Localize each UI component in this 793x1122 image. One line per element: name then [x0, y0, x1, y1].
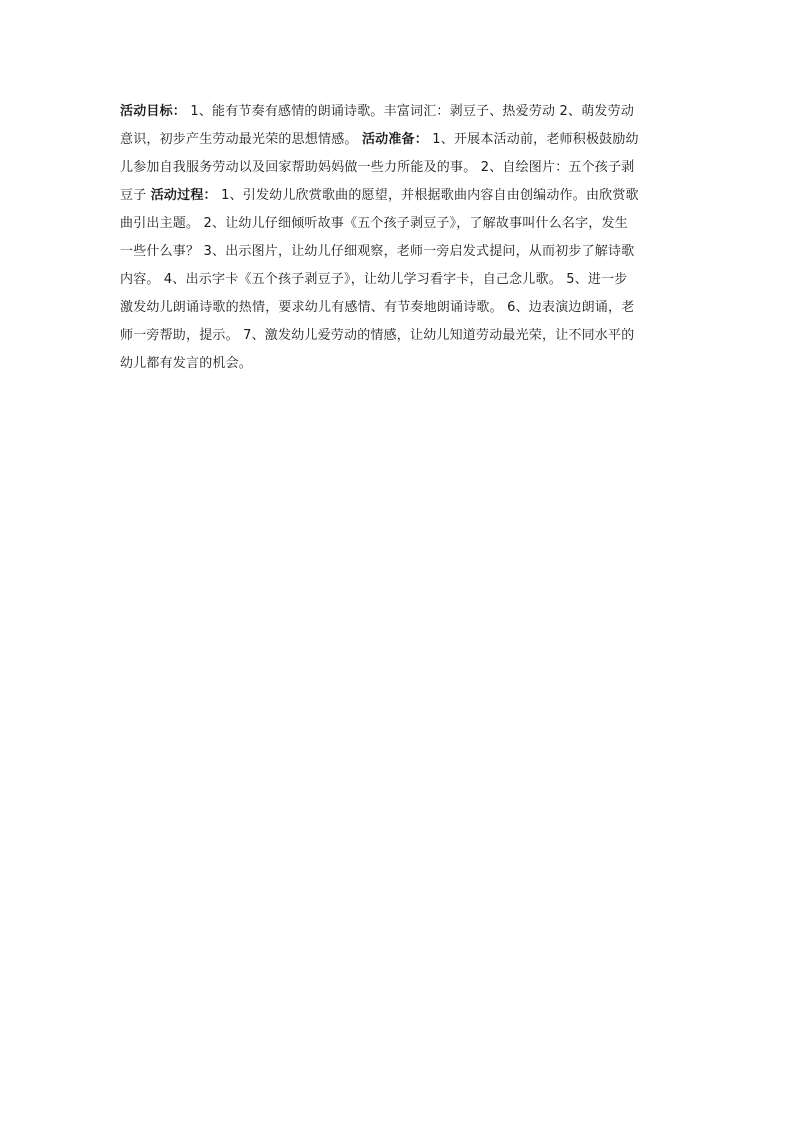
line-text: 1、能有节奏有感情的朗诵诗歌。丰富词汇：剥豆子、热爱劳动 2、萌发劳动 — [186, 104, 635, 119]
text-line — [120, 294, 676, 322]
line-text: 儿参加自我服务劳动以及回家帮助妈妈做一些力所能及的事。 2、自绘图片：五个孩子剥 — [120, 160, 635, 175]
text-line — [120, 238, 676, 266]
line-text: 曲引出主题。 2、让幼儿仔细倾听故事《五个孩子剥豆子》，了解故事叫什么名字，发生 — [120, 216, 628, 231]
text-line — [120, 154, 676, 182]
line-text: 内容。 4、出示字卡《五个孩子剥豆子》，让幼儿学习看字卡，自己念儿歌。 5、进一步 — [120, 272, 628, 287]
text-line — [120, 266, 676, 294]
text-line — [120, 322, 676, 350]
text-line — [120, 350, 676, 378]
line-text: 激发幼儿朗诵诗歌的热情，要求幼儿有感情、有节奏地朗诵诗歌。 6、边表演边朗诵，老 — [120, 300, 635, 315]
text-line — [120, 126, 676, 154]
line-text: 师一旁帮助，提示。 7、激发幼儿爱劳动的情感，让幼儿知道劳动最光荣，让不同水平的 — [120, 328, 635, 343]
text-line — [120, 182, 676, 210]
line-text: 豆子 — [120, 188, 151, 203]
line-text: 幼儿都有发言的机会。 — [120, 356, 253, 371]
lesson-plan-text — [120, 98, 676, 378]
heading-activity-goals: 活动目标： — [120, 104, 187, 119]
line-text: 1、开展本活动前，老师积极鼓励幼 — [427, 132, 639, 147]
line-text: 1、引发幼儿欣赏歌曲的愿望，并根据歌曲内容自由创编动作。由欣赏歌 — [216, 188, 639, 203]
line-text: 意识，初步产生劳动最光荣的思想情感。 — [120, 132, 362, 147]
heading-activity-process: 活动过程： — [150, 188, 217, 203]
line-text: 一些什么事？ 3、出示图片，让幼儿仔细观察，老师一旁启发式提问，从而初步了解诗歌 — [120, 244, 635, 259]
heading-activity-preparation: 活动准备： — [361, 132, 428, 147]
text-line — [120, 98, 676, 126]
text-line — [120, 210, 676, 238]
